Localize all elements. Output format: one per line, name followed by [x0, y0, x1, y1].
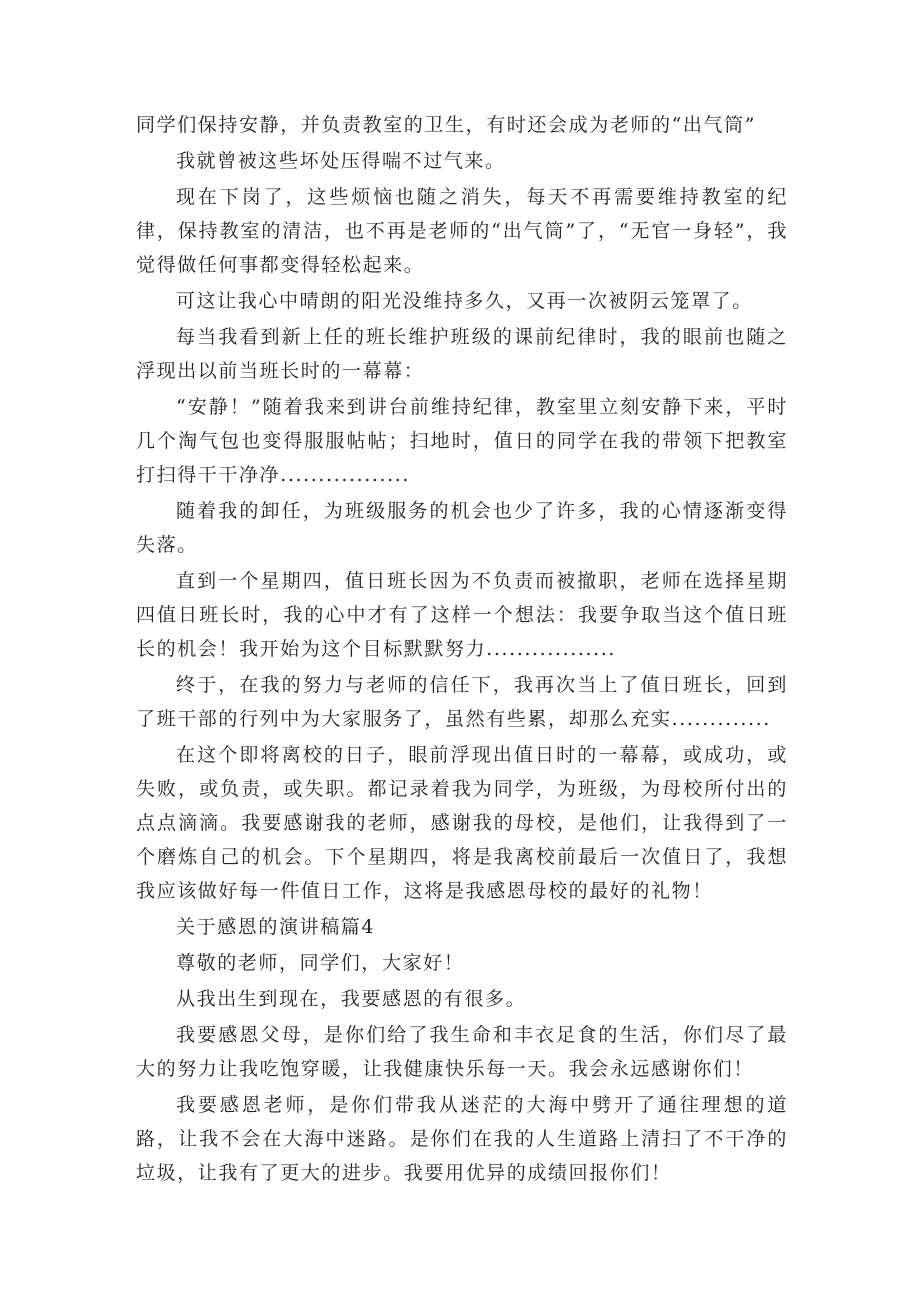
section-heading: 关于感恩的演讲稿篇4 — [176, 916, 376, 938]
paragraph-15: 我要感恩老师，是你们带我从迷茫的大海中劈开了通往理想的道路，让我不会在大海中迷路。是你们在我的人生道路上清扫了不干净的垃圾，让我有了更大的进步。我要用优异的成绩回报你们！ — [136, 1094, 788, 1184]
paragraph-8: 直到一个星期四，值日班长因为不负责而被撤职，老师在选择星期四值日班长时，我的心中才有了这样一个想法：我要争取当这个值日班长的机会！我开始为这个目标默默努力................. — [136, 570, 788, 660]
paragraph-14: 我要感恩父母，是你们给了我生命和丰衣足食的生活，你们尽了最大的努力让我吃饱穿暖，让我健康快乐每一天。我会永远感谢你们！ — [136, 1024, 788, 1080]
paragraph-7: 随着我的卸任，为班级服务的机会也少了许多，我的心情逐渐变得失落。 — [136, 500, 788, 556]
document-body — [136, 108, 788, 1192]
paragraph-10: 在这个即将离校的日子，眼前浮现出值日时的一幕幕，或成功，或失败，或负责，或失职。都记录着我为同学，为班级，为母校所付出的点点滴滴。我要感谢我的老师，感谢我的母校，是他们，让我得到了一个磨炼自己的机会。下个星期四，将是我离校前最后一次值日了，我想我应该做好每一件值日工作，这将是我感恩母校的最好的礼物！ — [136, 744, 788, 902]
paragraph-1: 同学们保持安静，并负责教室的卫生，有时还会成为老师的“出气筒” — [136, 114, 757, 136]
paragraph-4: 可这让我心中晴朗的阳光没维持多久，又再一次被阴云笼罩了。 — [176, 290, 753, 312]
paragraph-9: 终于，在我的努力与老师的信任下，我再次当上了值日班长，回到了班干部的行列中为大家服务了，虽然有些累，却那么充实............. — [136, 674, 788, 730]
paragraph-13: 从我出生到现在，我要感恩的有很多。 — [176, 988, 527, 1010]
paragraph-5: 每当我看到新上任的班长维护班级的课前纪律时，我的眼前也随之浮现出以前当班长时的一幕幕： — [136, 326, 788, 382]
paragraph-6: “安静！”随着我来到讲台前维持纪律，教室里立刻安静下来，平时几个淘气包也变得服服帖帖；扫地时，值日的同学在我的带领下把教室打扫得干干净净................. — [136, 396, 788, 486]
paragraph-2: 我就曾被这些坏处压得喘不过气来。 — [176, 150, 506, 172]
paragraph-greeting: 尊敬的老师，同学们，大家好！ — [176, 952, 465, 974]
paragraph-3: 现在下岗了，这些烦恼也随之消失，每天不再需要维持教室的纪律，保持教室的清洁，也不再是老师的“出气筒”了，“无官一身轻”，我觉得做任何事都变得轻松起来。 — [136, 186, 788, 276]
